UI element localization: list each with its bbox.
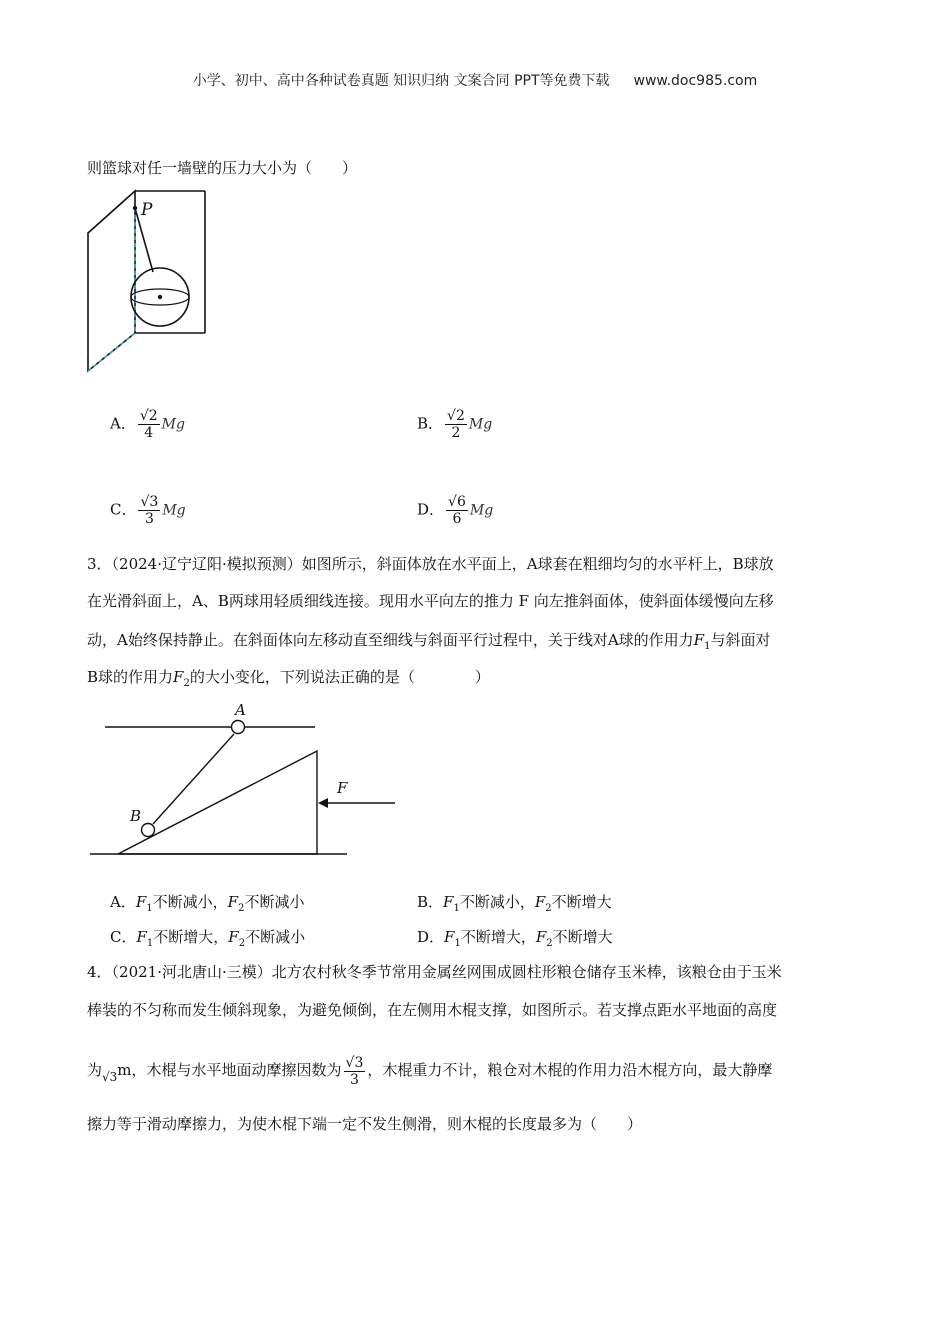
label-b: B [130,807,142,825]
q3-line-1: 3．（2024·辽宁辽阳·模拟预测）如图所示，斜面体放在水平面上，A球套在粗细均匀的水平杆上，B球放 [87,555,774,573]
ball-center [158,295,162,299]
label-p: P [141,200,153,220]
floor-line [88,333,135,371]
q4-line-3: 为$_{√3}$m，木棍与水平地面动摩擦因数为 $\frac{√3}{3}$ ，木棍重力不计，粮仓对木棍的作用力沿木棍方向，最大静摩 [87,1054,773,1088]
label-f: F [337,779,348,797]
header-site[interactable]: www.doc985.com [633,73,758,89]
q2-option-a[interactable]: A． $\frac{√2}{4}$ Mg [110,408,185,441]
wall-left [88,191,135,371]
string [153,734,234,824]
label-a: A [235,701,246,719]
q4-line-2: 棒装的不匀称而发生倾斜现象，为避免倾倒，在左侧用木棍支撑，如图所示。若支撑点距水平地面的高度 [87,1001,778,1019]
q2-option-b[interactable]: B． $\frac{√2}{2}$ Mg [417,408,493,441]
q2-figure [85,188,215,378]
q4-line-1: 4．（2021·河北唐山·三模）北方农村秋冬季节常用金属丝网围成圆柱形粮仓储存玉米棒，该粮仓由于玉米 [87,963,782,981]
q3-line-2: 在光滑斜面上，A、B两球用轻质细线连接。现用水平向左的推力 F 向左推斜面体，使斜面体缓慢向左移 [87,592,774,610]
header-text: 小学、初中、高中各种试卷真题 知识归纳 文案合同 PPT等免费下载 [192,73,610,89]
q3-option-b[interactable]: B．$F_1$不断减小，$F_2$不断增大 [417,893,612,914]
point-p [133,206,137,210]
q2-stem: 则篮球对任一墙壁的压力大小为（ ） [87,159,358,177]
q3-line-3: 动，A始终保持静止。在斜面体向左移动直至细线与斜面平行过程中，关于线对A球的作用力$F_1$与斜面对 [87,631,771,652]
q3-line-4: B球的作用力$F_2$的大小变化，下列说法正确的是（ ） [87,668,490,689]
force-arrowhead [318,798,328,808]
q3-option-a[interactable]: A．$F_1$不断减小，$F_2$不断减小 [110,893,305,914]
q3-figure [85,700,405,860]
q3-option-d[interactable]: D．$F_1$不断增大，$F_2$不断增大 [417,928,613,949]
ball-b [142,824,155,837]
page-header [0,70,950,90]
q2-option-c[interactable]: C． $\frac{√3}{3}$ Mg [110,494,186,527]
q4-line-4: 擦力等于滑动摩擦力，为使木棍下端一定不发生侧滑，则木棍的长度最多为（ ） [87,1115,643,1133]
q2-option-d[interactable]: D． $\frac{√6}{6}$ Mg [417,494,494,527]
incline-block [118,751,317,854]
q3-option-c[interactable]: C．$F_1$不断增大，$F_2$不断减小 [110,928,306,949]
ball-a [232,721,245,734]
